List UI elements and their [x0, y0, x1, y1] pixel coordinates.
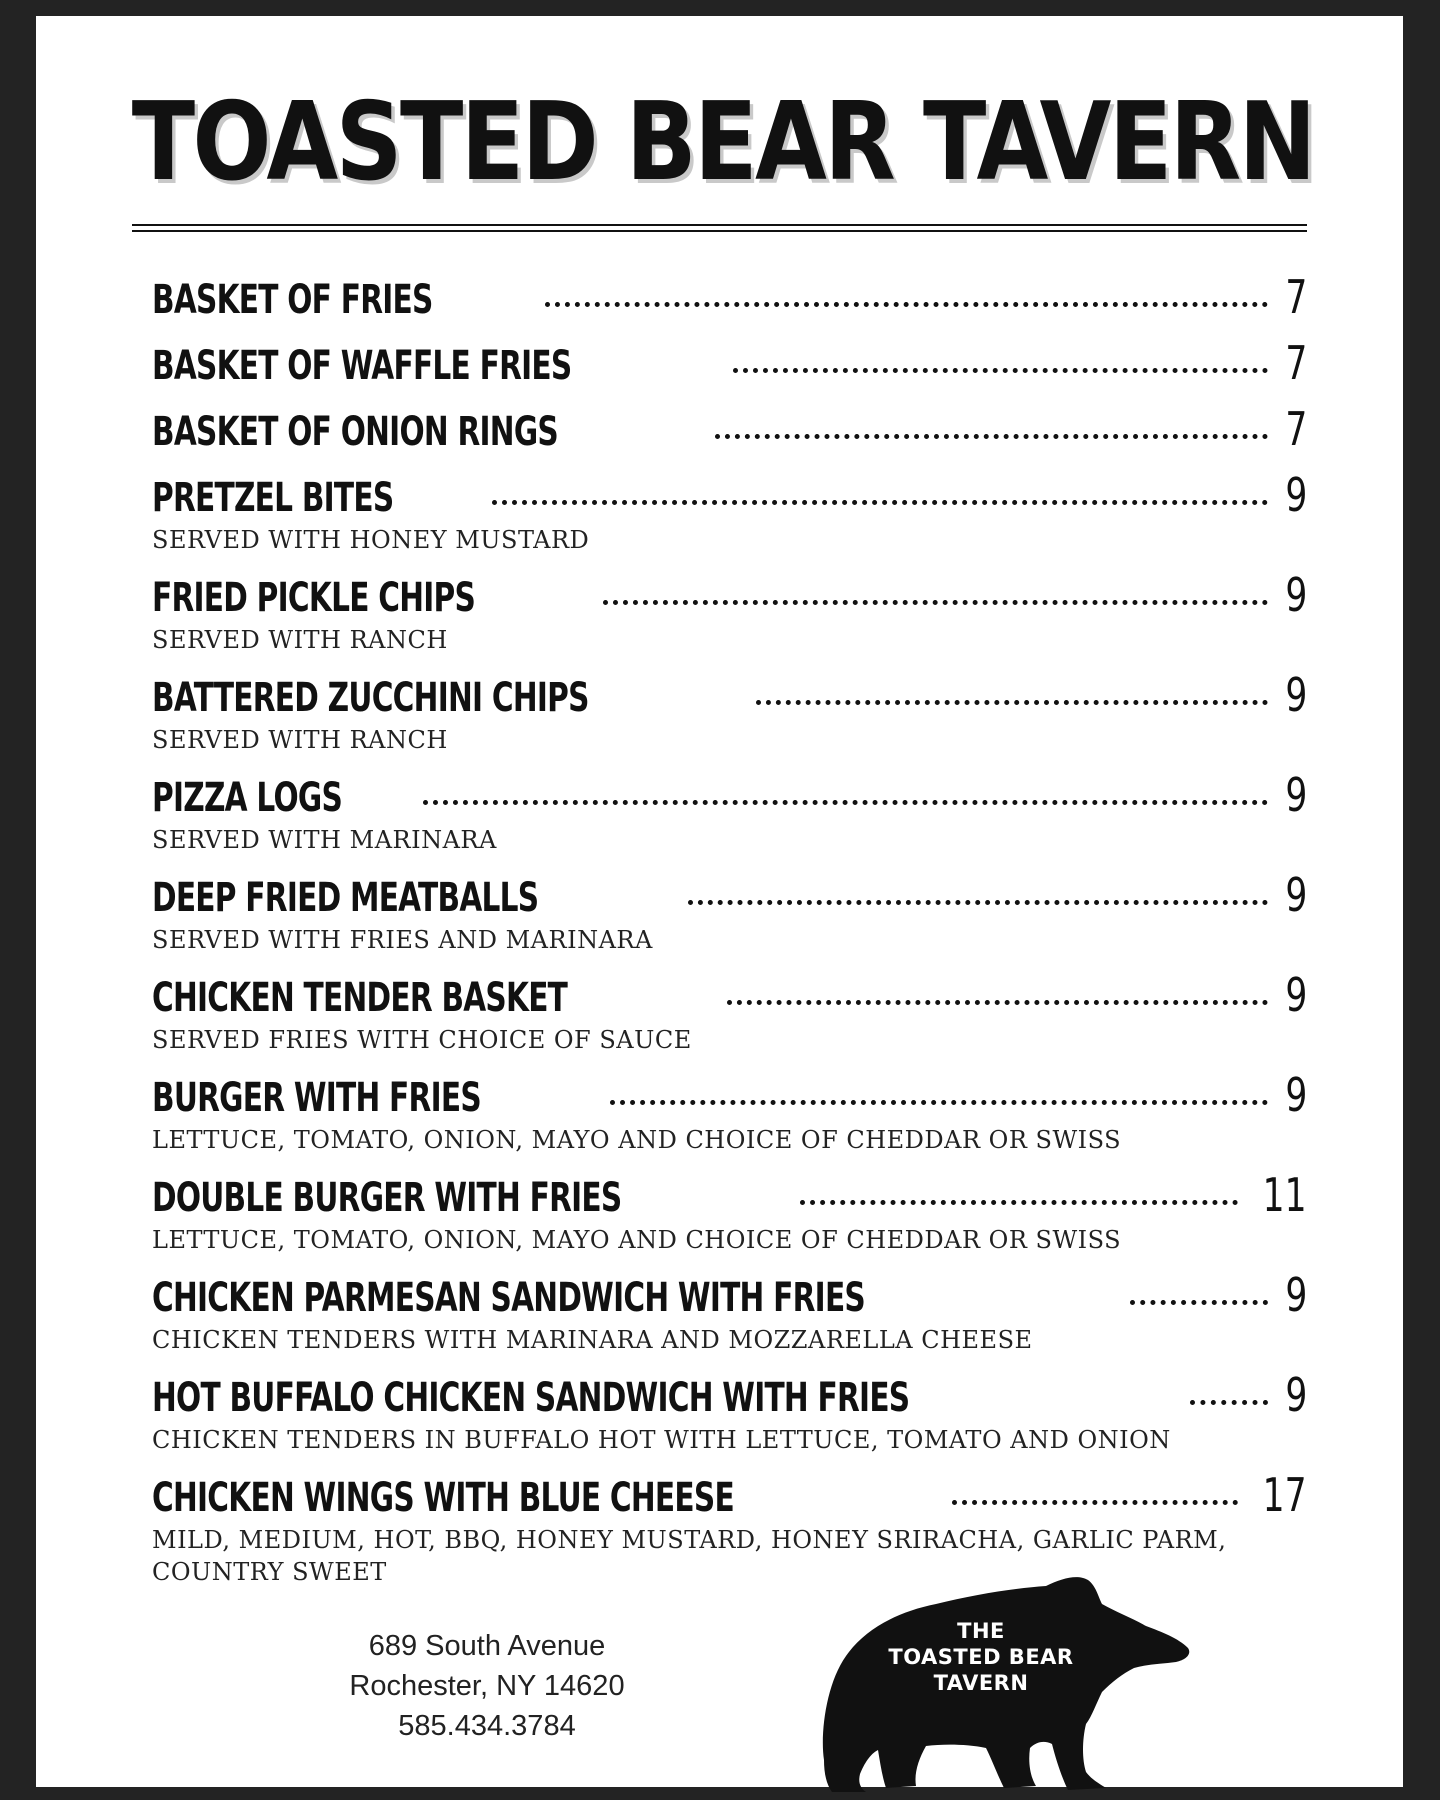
dot-leader: [727, 1000, 1268, 1005]
menu-item-description: CHICKEN TENDERS IN BUFFALO HOT WITH LETTUCE, TOMATO AND ONION: [152, 1426, 1171, 1454]
menu-item-name: DEEP FRIED MEATBALLS: [152, 875, 539, 921]
title-divider-top: [132, 224, 1307, 226]
menu-item: [152, 566, 1307, 666]
menu-item-name: FRIED PICKLE CHIPS: [152, 575, 476, 621]
menu-item-name: BASKET OF WAFFLE FRIES: [152, 343, 572, 389]
menu-item-description: SERVED WITH RANCH: [152, 726, 448, 754]
dot-leader: [492, 500, 1267, 505]
logo-text: [876, 1618, 1086, 1696]
dot-leader: [1190, 1400, 1268, 1405]
menu-item-price: 7: [1285, 270, 1307, 324]
menu-item-name: BASKET OF FRIES: [152, 277, 433, 323]
menu-item-price: 7: [1285, 402, 1307, 456]
address-city: Rochester, NY 14620: [349, 1670, 625, 1702]
menu-item-name: BATTERED ZUCCHINI CHIPS: [152, 675, 589, 721]
menu-item-price: 9: [1285, 568, 1307, 622]
address-phone: 585.434.3784: [398, 1710, 576, 1742]
dot-leader: [715, 434, 1268, 439]
menu-item-name: DOUBLE BURGER WITH FRIES: [152, 1175, 622, 1221]
address-street: 689 South Avenue: [368, 1630, 606, 1662]
menu-list: [152, 268, 1307, 1590]
dot-leader: [800, 1200, 1238, 1205]
menu-item-description: SERVED WITH HONEY MUSTARD: [152, 526, 590, 554]
menu-item-name: BASKET OF ONION RINGS: [152, 409, 558, 455]
menu-item-description: SERVED WITH RANCH: [152, 626, 448, 654]
menu-item: [152, 1166, 1307, 1266]
menu-item-name: CHICKEN WINGS WITH BLUE CHEESE: [152, 1475, 734, 1521]
menu-item-name: CHICKEN PARMESAN SANDWICH WITH FRIES: [152, 1275, 866, 1321]
dot-leader: [603, 600, 1268, 605]
menu-item-description: SERVED WITH MARINARA: [152, 826, 497, 854]
menu-item: [152, 268, 1307, 334]
menu-item: [152, 1066, 1307, 1166]
menu-item-price: 9: [1285, 468, 1307, 522]
dot-leader: [1130, 1300, 1268, 1305]
menu-item: [152, 666, 1307, 766]
menu-item-price: 9: [1285, 868, 1307, 922]
menu-item-price: 9: [1285, 768, 1307, 822]
menu-item-description: LETTUCE, TOMATO, ONION, MAYO AND CHOICE OF CHEDDAR OR SWISS: [152, 1226, 1122, 1254]
dot-leader: [610, 1100, 1267, 1105]
menu-item-price: 7: [1285, 336, 1307, 390]
menu-item: [152, 1366, 1307, 1466]
menu-item: [152, 1266, 1307, 1366]
logo-line-1: THE: [957, 1619, 1005, 1643]
menu-item-description: LETTUCE, TOMATO, ONION, MAYO AND CHOICE OF CHEDDAR OR SWISS: [152, 1126, 1122, 1154]
menu-item: [152, 400, 1307, 466]
menu-item-description: SERVED FRIES WITH CHOICE OF SAUCE: [152, 1026, 692, 1054]
dot-leader: [952, 1500, 1238, 1505]
menu-item-price: 9: [1285, 968, 1307, 1022]
menu-item-price: 9: [1285, 1368, 1307, 1422]
tavern-logo: [816, 1564, 1196, 1794]
menu-item-name: BURGER WITH FRIES: [152, 1075, 481, 1121]
menu-item: [152, 966, 1307, 1066]
dot-leader: [545, 302, 1268, 307]
menu-item-name: PIZZA LOGS: [152, 775, 343, 821]
menu-item-price: 17: [1263, 1468, 1307, 1522]
dot-leader: [688, 900, 1268, 905]
address-block: [272, 1626, 702, 1746]
menu-item-price: 11: [1263, 1168, 1307, 1222]
menu-item: [152, 466, 1307, 566]
menu-item-description: MILD, MEDIUM, HOT, BBQ, HONEY MUSTARD, HONEY SRIRACHA, GARLIC PARM, COUNTRY SWEET: [152, 1526, 1227, 1586]
menu-item: [152, 334, 1307, 400]
menu-item-name: CHICKEN TENDER BASKET: [152, 975, 568, 1021]
dot-leader: [423, 800, 1268, 805]
logo-line-2: TOASTED BEAR: [888, 1645, 1074, 1669]
menu-item: [152, 766, 1307, 866]
menu-item-price: 9: [1285, 668, 1307, 722]
logo-line-3: TAVERN: [933, 1671, 1029, 1695]
dot-leader: [756, 700, 1268, 705]
menu-item-name: PRETZEL BITES: [152, 475, 394, 521]
page-title: TOASTED BEAR TAVERN: [131, 80, 1314, 205]
dot-leader: [733, 368, 1268, 373]
menu-item-description: CHICKEN TENDERS WITH MARINARA AND MOZZARELLA CHEESE: [152, 1326, 1033, 1354]
menu-item-name: HOT BUFFALO CHICKEN SANDWICH WITH FRIES: [152, 1375, 910, 1421]
menu-item-price: 9: [1285, 1068, 1307, 1122]
menu-item-price: 9: [1285, 1268, 1307, 1322]
menu-page: [36, 16, 1403, 1787]
title-divider-bottom: [132, 230, 1307, 232]
menu-item-description: SERVED WITH FRIES AND MARINARA: [152, 926, 653, 954]
menu-item: [152, 866, 1307, 966]
